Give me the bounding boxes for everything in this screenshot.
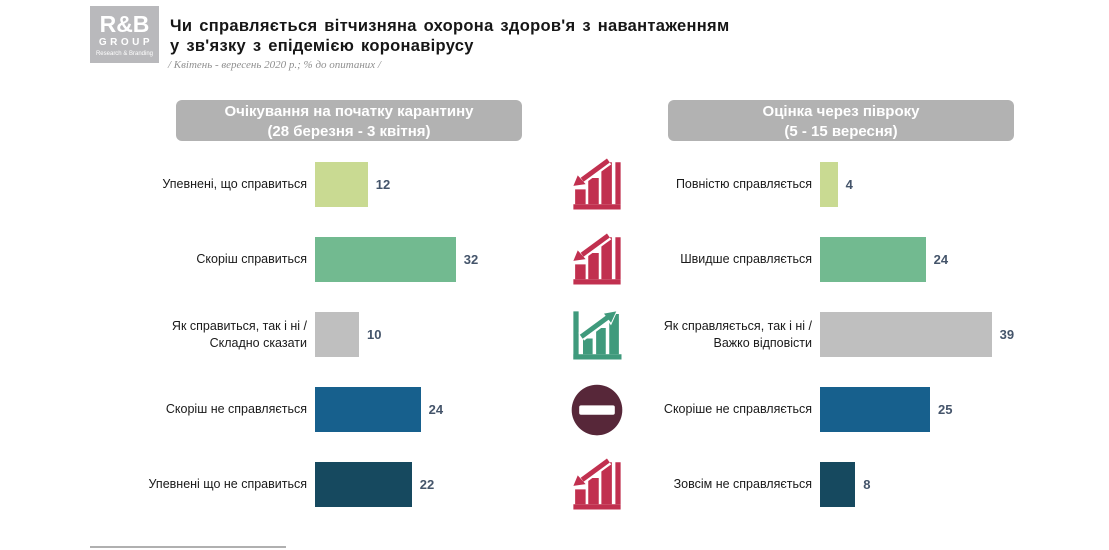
bar-row	[642, 222, 1014, 297]
bar-row	[642, 297, 1014, 372]
icon-cell	[565, 222, 629, 297]
footer-divider	[90, 546, 286, 548]
title-line-1: Чи справляється вітчизняна охорона здоров'я з навантаженням	[170, 17, 730, 35]
value-label: 24	[933, 252, 949, 267]
declining-bar-chart-icon	[569, 232, 625, 288]
rb-group-logo	[90, 6, 159, 63]
category-label: Зовсім не справляється	[673, 477, 812, 492]
bar-row	[132, 447, 478, 522]
right-panel-header	[668, 100, 1014, 141]
value-label: 39	[999, 327, 1015, 342]
category-label: Як справляється, так і ні / Важко відповісти	[663, 319, 812, 350]
value-label: 32	[463, 252, 479, 267]
bar	[820, 462, 855, 507]
category-label: Скоріш справиться	[196, 252, 307, 267]
value-label: 8	[863, 477, 871, 492]
right-panel-dates: (5 - 15 вересня)	[784, 122, 898, 140]
icon-cell	[565, 147, 629, 222]
declining-bar-chart-icon	[569, 157, 625, 213]
left-panel-rows	[132, 147, 478, 522]
bar-row	[132, 222, 478, 297]
no-entry-minus-icon	[567, 380, 627, 440]
bar	[315, 387, 421, 432]
rising-bar-chart-icon	[569, 307, 625, 363]
bar-row	[642, 147, 1014, 222]
logo-group-text: GROUP	[98, 37, 154, 48]
value-label: 10	[367, 327, 382, 342]
left-panel-dates: (28 березня - 3 квітня)	[267, 122, 431, 140]
page-title	[170, 16, 730, 56]
value-label: 12	[375, 177, 391, 192]
category-label: Як справиться, так і ні / Складно сказати	[171, 319, 307, 350]
left-panel-title: Очікування на початку карантину	[224, 103, 474, 120]
bar-row	[642, 372, 1014, 447]
category-label: Упевнені, що справиться	[162, 177, 307, 192]
bar-row	[132, 147, 478, 222]
bar	[315, 312, 359, 357]
category-label: Швидше справляється	[680, 252, 812, 267]
bar-row	[642, 447, 1014, 522]
bar-row	[132, 297, 478, 372]
survey-period-subtitle: / Квітень - вересень 2020 р.; % до опитаних /	[168, 59, 381, 71]
category-label: Скоріше не справляється	[663, 402, 812, 417]
left-panel-header	[176, 100, 522, 141]
right-panel-rows	[642, 147, 1014, 522]
bar	[820, 162, 838, 207]
bar	[820, 387, 930, 432]
category-label: Повністю справляється	[675, 177, 812, 192]
bar-row	[132, 372, 478, 447]
bar	[315, 237, 456, 282]
trend-icon-column	[565, 147, 629, 522]
category-label: Скоріш не справляється	[165, 402, 307, 417]
icon-cell	[565, 372, 629, 447]
logo-text: R&B	[99, 11, 150, 37]
category-label: Упевнені що не справиться	[148, 477, 307, 492]
logo-tagline: Research & Branding	[95, 51, 154, 57]
bar	[315, 462, 412, 507]
bar	[315, 162, 368, 207]
title-line-2: у зв'язку з епідемією коронавірусу	[170, 37, 474, 56]
value-label: 22	[419, 477, 435, 492]
declining-bar-chart-icon	[569, 457, 625, 513]
icon-cell	[565, 447, 629, 522]
right-panel-title: Оцінка через півроку	[762, 103, 920, 120]
bar	[820, 237, 926, 282]
bar	[820, 312, 992, 357]
value-label: 25	[938, 402, 953, 417]
value-label: 24	[428, 402, 444, 417]
icon-cell	[565, 297, 629, 372]
value-label: 4	[845, 177, 853, 192]
